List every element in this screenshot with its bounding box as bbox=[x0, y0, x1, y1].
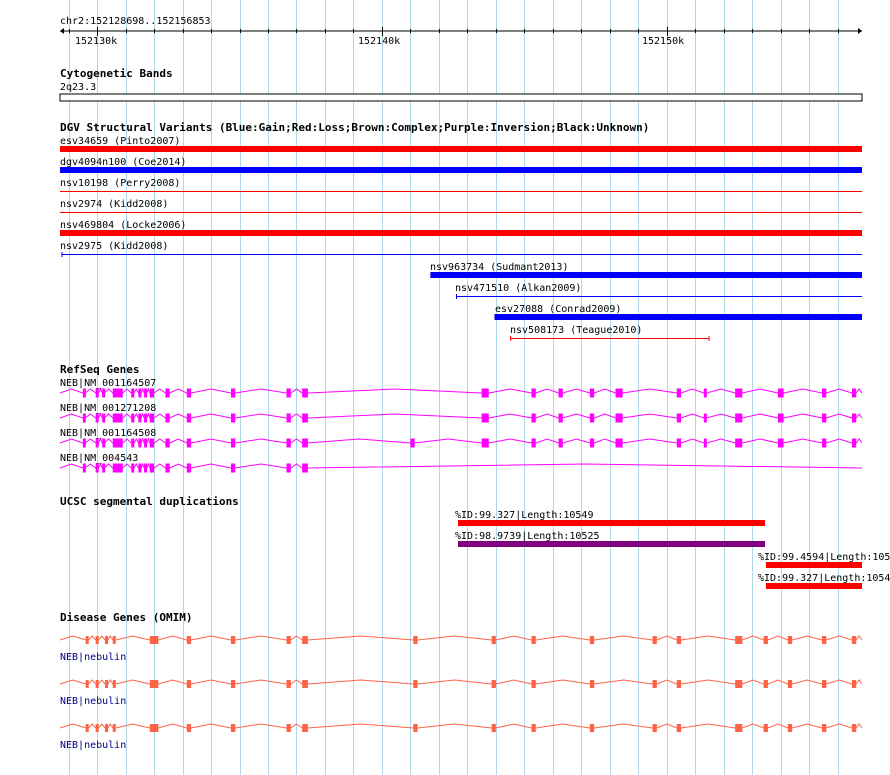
omim-gene-exon[interactable] bbox=[852, 724, 856, 732]
ruler-right-arrow-icon bbox=[858, 28, 862, 34]
refseq-gene-exon[interactable] bbox=[231, 464, 235, 473]
ruler-tick-label-152130k: 152130k bbox=[75, 36, 118, 47]
grid-lines bbox=[70, 0, 839, 775]
dgv-feature-label: dgv4094n100 (Coe2014) bbox=[60, 157, 187, 168]
refseq-gene-exon[interactable] bbox=[778, 439, 784, 448]
refseq-gene-exon[interactable] bbox=[231, 439, 235, 448]
omim-gene-exon[interactable] bbox=[764, 680, 768, 688]
omim-gene-exon[interactable] bbox=[492, 724, 496, 732]
dgv-feature-label: esv34659 (Pinto2007) bbox=[60, 136, 181, 147]
dgv-feature-label: nsv2975 (Kidd2008) bbox=[60, 241, 169, 252]
omim-gene-exon[interactable] bbox=[852, 680, 856, 688]
refseq-gene-exon[interactable] bbox=[559, 389, 563, 398]
refseq-gene-exon[interactable] bbox=[531, 389, 535, 398]
omim-gene-exon[interactable] bbox=[105, 724, 108, 732]
refseq-gene-exon[interactable] bbox=[83, 389, 86, 398]
omim-gene-exon[interactable] bbox=[590, 680, 594, 688]
segdup-track[interactable] bbox=[60, 495, 890, 589]
refseq-gene-exon[interactable] bbox=[559, 439, 563, 448]
refseq-gene-exon[interactable] bbox=[150, 414, 154, 423]
refseq-gene-exon[interactable] bbox=[102, 414, 105, 423]
refseq-gene-exon[interactable] bbox=[735, 389, 742, 398]
segdup-feature-label: %ID:98.9739|Length:10525 bbox=[455, 531, 600, 542]
refseq-gene-label: NEB|NM_001271208 bbox=[60, 403, 157, 414]
refseq-gene-exon[interactable] bbox=[113, 414, 123, 423]
omim-gene-exon[interactable] bbox=[822, 636, 826, 644]
omim-gene-exon[interactable] bbox=[764, 636, 768, 644]
omim-gene-exon[interactable] bbox=[590, 636, 594, 644]
refseq-gene-exon[interactable] bbox=[138, 389, 141, 398]
refseq-gene-exon[interactable] bbox=[590, 389, 594, 398]
refseq-gene-exon[interactable] bbox=[187, 439, 191, 448]
refseq-gene-exon[interactable] bbox=[113, 389, 123, 398]
refseq-gene-exon[interactable] bbox=[852, 439, 856, 448]
omim-gene-exon[interactable] bbox=[113, 680, 116, 688]
refseq-gene-exon[interactable] bbox=[735, 439, 742, 448]
omim-gene-exon[interactable] bbox=[653, 636, 657, 644]
omim-gene-exon[interactable] bbox=[105, 680, 108, 688]
omim-gene-exon[interactable] bbox=[677, 680, 681, 688]
refseq-gene-exon[interactable] bbox=[559, 414, 563, 423]
refseq-gene-exon[interactable] bbox=[187, 414, 191, 423]
segdup-feature-label: %ID:99.327|Length:10549 bbox=[455, 510, 594, 521]
omim-gene-exon[interactable] bbox=[822, 680, 826, 688]
refseq-gene-exon[interactable] bbox=[150, 439, 154, 448]
omim-gene-exon[interactable] bbox=[96, 636, 99, 644]
refseq-gene-exon[interactable] bbox=[113, 439, 123, 448]
refseq-gene-exon[interactable] bbox=[150, 389, 154, 398]
omim-gene-exon[interactable] bbox=[735, 680, 742, 688]
omim-gene-exon[interactable] bbox=[187, 636, 191, 644]
omim-gene-models[interactable] bbox=[60, 636, 862, 732]
refseq-gene-exon[interactable] bbox=[482, 389, 489, 398]
refseq-gene-exon[interactable] bbox=[677, 414, 681, 423]
refseq-gene-exon[interactable] bbox=[302, 414, 308, 423]
refseq-gene-exon[interactable] bbox=[138, 439, 141, 448]
refseq-gene-exon[interactable] bbox=[590, 414, 594, 423]
ruler-tick-label-152150k: 152150k bbox=[642, 36, 685, 47]
omim-gene-label: NEB|nebulin bbox=[60, 652, 127, 663]
refseq-gene-exon[interactable] bbox=[165, 439, 169, 448]
refseq-gene-exon[interactable] bbox=[287, 389, 291, 398]
omim-gene-exon[interactable] bbox=[96, 724, 99, 732]
refseq-gene-exon[interactable] bbox=[531, 439, 535, 448]
omim-gene-exon[interactable] bbox=[287, 636, 291, 644]
refseq-gene-exon[interactable] bbox=[144, 464, 147, 473]
region-label: chr2:152128698..152156853 bbox=[60, 16, 211, 27]
dgv-feature-label: nsv963734 (Sudmant2013) bbox=[430, 262, 569, 273]
dgv-feature-label: nsv471510 (Alkan2009) bbox=[455, 283, 582, 294]
refseq-gene-exon[interactable] bbox=[287, 414, 291, 423]
refseq-gene-exon[interactable] bbox=[83, 414, 86, 423]
refseq-gene-exon[interactable] bbox=[677, 439, 681, 448]
refseq-gene-exon[interactable] bbox=[852, 414, 856, 423]
refseq-gene-exon[interactable] bbox=[822, 439, 826, 448]
refseq-gene-exon[interactable] bbox=[96, 439, 99, 448]
refseq-gene-exon[interactable] bbox=[822, 414, 826, 423]
dgv-features[interactable] bbox=[60, 146, 862, 341]
omim-gene-exon[interactable] bbox=[96, 680, 99, 688]
refseq-gene-exon[interactable] bbox=[287, 439, 291, 448]
refseq-gene-models[interactable] bbox=[60, 389, 862, 473]
refseq-gene-exon[interactable] bbox=[131, 389, 134, 398]
refseq-gene-exon[interactable] bbox=[482, 439, 489, 448]
omim-gene-exon[interactable] bbox=[86, 636, 89, 644]
refseq-gene-exon[interactable] bbox=[616, 414, 623, 423]
omim-gene-exon[interactable] bbox=[86, 724, 89, 732]
omim-gene-exon[interactable] bbox=[86, 680, 89, 688]
refseq-gene-exon[interactable] bbox=[410, 439, 414, 448]
refseq-gene-exon[interactable] bbox=[150, 464, 154, 473]
refseq-gene-exon[interactable] bbox=[83, 464, 86, 473]
omim-gene-exon[interactable] bbox=[492, 680, 496, 688]
refseq-gene-exon[interactable] bbox=[113, 464, 123, 473]
refseq-gene-exon[interactable] bbox=[131, 464, 134, 473]
omim-gene-exon[interactable] bbox=[231, 724, 235, 732]
refseq-gene-exon[interactable] bbox=[302, 389, 308, 398]
omim-gene-exon[interactable] bbox=[735, 636, 742, 644]
omim-gene-exon[interactable] bbox=[653, 724, 657, 732]
ruler bbox=[60, 16, 862, 47]
track-title-omim: Disease Genes (OMIM) bbox=[60, 611, 193, 624]
refseq-gene-exon[interactable] bbox=[852, 389, 856, 398]
refseq-gene-exon[interactable] bbox=[138, 464, 141, 473]
omim-gene-exon[interactable] bbox=[788, 636, 792, 644]
omim-gene-exon[interactable] bbox=[653, 680, 657, 688]
dgv-feature-label: nsv469804 (Locke2006) bbox=[60, 220, 187, 231]
omim-gene-exon[interactable] bbox=[531, 680, 535, 688]
omim-gene-exon[interactable] bbox=[302, 724, 308, 732]
refseq-gene-exon[interactable] bbox=[96, 414, 99, 423]
refseq-gene-exon[interactable] bbox=[704, 414, 707, 423]
refseq-gene-exon[interactable] bbox=[704, 439, 707, 448]
omim-gene-exon[interactable] bbox=[413, 636, 417, 644]
omim-gene-exon[interactable] bbox=[187, 680, 191, 688]
refseq-gene-intron-line[interactable] bbox=[60, 464, 862, 468]
dgv-feature-label: nsv508173 (Teague2010) bbox=[510, 325, 643, 336]
omim-gene-exon[interactable] bbox=[287, 680, 291, 688]
refseq-gene-exon[interactable] bbox=[138, 414, 141, 423]
refseq-gene-exon[interactable] bbox=[778, 414, 784, 423]
omim-gene-exon[interactable] bbox=[788, 724, 792, 732]
omim-gene-label: NEB|nebulin bbox=[60, 740, 127, 751]
dgv-feature-label: nsv10198 (Perry2008) bbox=[60, 178, 181, 189]
omim-gene-label: NEB|nebulin bbox=[60, 696, 127, 707]
refseq-gene-exon[interactable] bbox=[144, 389, 147, 398]
refseq-gene-exon[interactable] bbox=[677, 389, 681, 398]
refseq-gene-exon[interactable] bbox=[165, 389, 169, 398]
omim-gene-exon[interactable] bbox=[788, 680, 792, 688]
cytoband-bar[interactable] bbox=[60, 94, 862, 101]
refseq-gene-exon[interactable] bbox=[231, 414, 235, 423]
omim-gene-exon[interactable] bbox=[302, 636, 308, 644]
omim-gene-exon[interactable] bbox=[287, 724, 291, 732]
ruler-tick-label-152140k: 152140k bbox=[358, 36, 401, 47]
omim-gene-exon[interactable] bbox=[150, 636, 159, 644]
ruler-left-arrow-icon bbox=[60, 28, 64, 34]
omim-track[interactable] bbox=[60, 611, 862, 751]
refseq-gene-exon[interactable] bbox=[144, 439, 147, 448]
refseq-gene-exon[interactable] bbox=[616, 389, 623, 398]
refseq-track[interactable] bbox=[60, 363, 862, 473]
refseq-gene-label: NEB|NM_001164508 bbox=[60, 428, 157, 439]
refseq-gene-exon[interactable] bbox=[165, 414, 169, 423]
omim-gene-exon[interactable] bbox=[413, 724, 417, 732]
omim-gene-exon[interactable] bbox=[113, 636, 116, 644]
refseq-gene-exon[interactable] bbox=[165, 464, 169, 473]
omim-gene-exon[interactable] bbox=[231, 636, 235, 644]
refseq-gene-exon[interactable] bbox=[231, 389, 235, 398]
omim-gene-exon[interactable] bbox=[852, 636, 856, 644]
refseq-gene-exon[interactable] bbox=[83, 439, 86, 448]
track-title-refseq: RefSeq Genes bbox=[60, 363, 140, 376]
refseq-gene-exon[interactable] bbox=[96, 389, 99, 398]
omim-gene-exon[interactable] bbox=[590, 724, 594, 732]
refseq-gene-exon[interactable] bbox=[96, 464, 99, 473]
omim-gene-exon[interactable] bbox=[302, 680, 308, 688]
refseq-gene-exon[interactable] bbox=[616, 439, 623, 448]
refseq-gene-label: NEB|NM_004543 bbox=[60, 453, 139, 464]
refseq-gene-exon[interactable] bbox=[482, 414, 489, 423]
refseq-gene-exon[interactable] bbox=[735, 414, 742, 423]
omim-gene-exon[interactable] bbox=[113, 724, 116, 732]
omim-gene-exon[interactable] bbox=[150, 680, 159, 688]
omim-gene-exon[interactable] bbox=[413, 680, 417, 688]
refseq-gene-exon[interactable] bbox=[287, 464, 291, 473]
refseq-gene-exon[interactable] bbox=[131, 439, 134, 448]
omim-gene-exon[interactable] bbox=[822, 724, 826, 732]
omim-gene-exon[interactable] bbox=[187, 724, 191, 732]
omim-gene-exon[interactable] bbox=[735, 724, 742, 732]
refseq-gene-exon[interactable] bbox=[302, 464, 308, 473]
track-title-dgv: DGV Structural Variants (Blue:Gain;Red:Loss;Brown:Complex;Purple:Inversion;Black:Unknown) bbox=[60, 121, 650, 134]
omim-gene-exon[interactable] bbox=[492, 636, 496, 644]
refseq-gene-exon[interactable] bbox=[704, 389, 707, 398]
omim-gene-exon[interactable] bbox=[105, 636, 108, 644]
omim-gene-exon[interactable] bbox=[531, 636, 535, 644]
dgv-feature-label: esv27088 (Conrad2009) bbox=[495, 304, 622, 315]
omim-gene-exon[interactable] bbox=[150, 724, 159, 732]
refseq-gene-exon[interactable] bbox=[822, 389, 826, 398]
omim-gene-exon[interactable] bbox=[677, 636, 681, 644]
refseq-gene-exon[interactable] bbox=[302, 439, 308, 448]
refseq-gene-exon[interactable] bbox=[144, 414, 147, 423]
segdup-feature-label: %ID:99.4594|Length:105 bbox=[758, 552, 890, 563]
omim-gene-exon[interactable] bbox=[764, 724, 768, 732]
omim-gene-exon[interactable] bbox=[231, 680, 235, 688]
dgv-feature-label: nsv2974 (Kidd2008) bbox=[60, 199, 169, 210]
segdup-feature-label: %ID:99.327|Length:1054 bbox=[758, 573, 890, 584]
omim-gene-exon[interactable] bbox=[677, 724, 681, 732]
refseq-gene-exon[interactable] bbox=[187, 389, 191, 398]
refseq-gene-exon[interactable] bbox=[778, 389, 784, 398]
track-title-cytoband: Cytogenetic Bands bbox=[60, 67, 173, 80]
refseq-gene-exon[interactable] bbox=[102, 389, 105, 398]
refseq-gene-exon[interactable] bbox=[590, 439, 594, 448]
refseq-gene-exon[interactable] bbox=[187, 464, 191, 473]
cytoband-label: 2q23.3 bbox=[60, 82, 97, 93]
refseq-gene-exon[interactable] bbox=[531, 414, 535, 423]
refseq-gene-exon[interactable] bbox=[131, 414, 134, 423]
refseq-gene-exon[interactable] bbox=[102, 464, 105, 473]
track-title-segdup: UCSC segmental duplications bbox=[60, 495, 239, 508]
cytoband-track[interactable] bbox=[60, 67, 862, 101]
refseq-gene-exon[interactable] bbox=[102, 439, 105, 448]
dgv-track[interactable] bbox=[60, 121, 862, 341]
refseq-gene-label: NEB|NM_001164507 bbox=[60, 378, 157, 389]
omim-gene-exon[interactable] bbox=[531, 724, 535, 732]
